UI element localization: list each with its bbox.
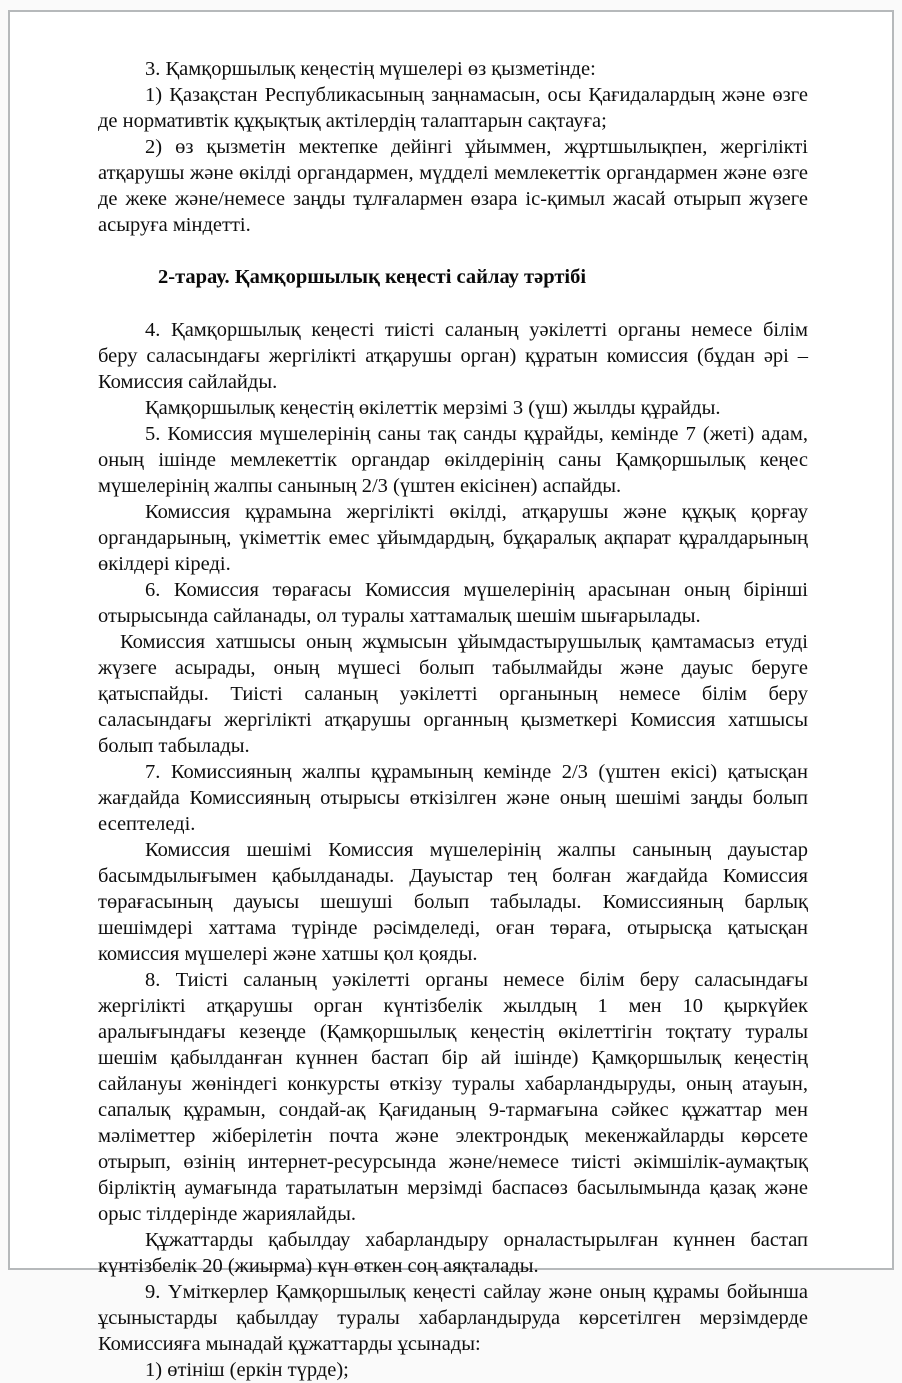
paragraph: Комиссия хатшысы оның жұмысын ұйымдастырушылық қамтамасыз етуді жүзеге асырады, оның мүшесі болып табылмайды және дауыс беруге қатыспайды. Тиісті саланың уәкілетті органының немесе білім беру саласындағы жергілікті атқарушы органның қызметкері Комиссия хатшысы болып табылады. — [98, 631, 808, 757]
page-content — [10, 12, 892, 1383]
paragraph: 3. Қамқоршылық кеңестің мүшелері өз қызметінде: — [145, 58, 596, 80]
document-page — [8, 10, 894, 1381]
paragraph: 7. Комиссияның жалпы құрамының кемінде 2/3 (үштен екісі) қатысқан жағдайда Комиссияның отырысы өткізілген және оның шешімі заңды болып есептеледі. — [98, 761, 808, 835]
paragraph: 5. Комиссия мүшелерінің саны тақ санды құрайды, кемінде 7 (жеті) адам, оның ішінде мемлекеттік органдар өкілдерінің саны Қамқоршылық кеңес мүшелерінің жалпы санының 2/3 (үштен екісінен) аспайды. — [98, 423, 808, 497]
paragraph: Құжаттарды қабылдау хабарландыру орналастырылған күннен бастап күнтізбелік 20 (жиырма) күн өткен соң аяқталады. — [98, 1229, 808, 1277]
chapter-heading: 2-тарау. Қамқоршылық кеңесті сайлау тәртібі — [158, 266, 587, 288]
paragraph: 8. Тиісті саланың уәкілетті органы немесе білім беру саласындағы жергілікті атқарушы орган күнтізбелік жылдың 1 мен 10 қыркүйек аралығындағы кезеңде (Қамқоршылық кеңестің өкілеттігін тоқтату туралы шешім қабылданған күннен бастап бір ай ішінде) Қамқоршылық кеңестің сайлануы жөніндегі конкурсты өткізу туралы хабарландыруды, оның атауын, сапалық құрамын, сондай-ақ Қағиданың 9-тармағына сәйкес құжаттар мен мәліметтер жіберілетін почта және электрондық мекенжайларды көрсете отырып, өзінің интернет-ресурсында және/немесе тиісті әкімшілік-аумақтық бірліктің аумағында таратылатын мерзімді баспасөз басылымында қазақ және орыс тілдерінде жариялайды. — [98, 969, 808, 1225]
paragraph: 1) Қазақстан Республикасының заңнамасын, осы Қағидалардың және өзге де нормативтік құқықтық актілердің талаптарын сақтауға; — [98, 84, 808, 132]
paragraph: 9. Үміткерлер Қамқоршылық кеңесті сайлау және оның құрамы бойынша ұсыныстарды қабылдау туралы хабарландыруда көрсетілген мерзімдерде Комиссияға мынадай құжаттарды ұсынады: — [98, 1281, 808, 1355]
paragraph: 4. Қамқоршылық кеңесті тиісті саланың уәкілетті органы немесе білім беру саласындағы жергілікті атқарушы орган) құратын комиссия (бұдан әрі – Комиссия сайлайды. — [98, 319, 808, 393]
paragraph: Қамқоршылық кеңестің өкілеттік мерзімі 3 (үш) жылды құрайды. — [145, 397, 721, 419]
paragraph: Комиссия шешімі Комиссия мүшелерінің жалпы санының дауыстар басымдылығымен қабылданады. Дауыстар тең болған жағдайда Комиссия төрағасының дауысы шешуші болып табылады. Комиссияның барлық шешімдері хаттама түрінде рәсімделеді, оған төраға, отырысқа қатысқан комиссия мүшелері және хатшы қол қояды. — [98, 839, 808, 965]
paragraph: Комиссия құрамына жергілікті өкілді, атқарушы және құқық қорғау органдарының, үкіметтік емес ұйымдардың, бұқаралық ақпарат құралдарының өкілдері кіреді. — [98, 501, 808, 575]
paragraph: 1) өтініш (еркін түрде); — [145, 1359, 349, 1381]
paragraph: 2) өз қызметін мектепке дейінгі ұйыммен, жұртшылықпен, жергілікті атқарушы және өкілді органдармен, мүдделі мемлекеттік органдармен және өзге де жеке және/немесе заңды тұлғалармен өзара іс-қимыл жасай отырып жүзеге асыруға міндетті. — [98, 136, 808, 236]
paragraph: 6. Комиссия төрағасы Комиссия мүшелерінің арасынан оның бірінші отырысында сайланады, ол туралы хаттамалық шешім шығарылады. — [98, 579, 808, 627]
